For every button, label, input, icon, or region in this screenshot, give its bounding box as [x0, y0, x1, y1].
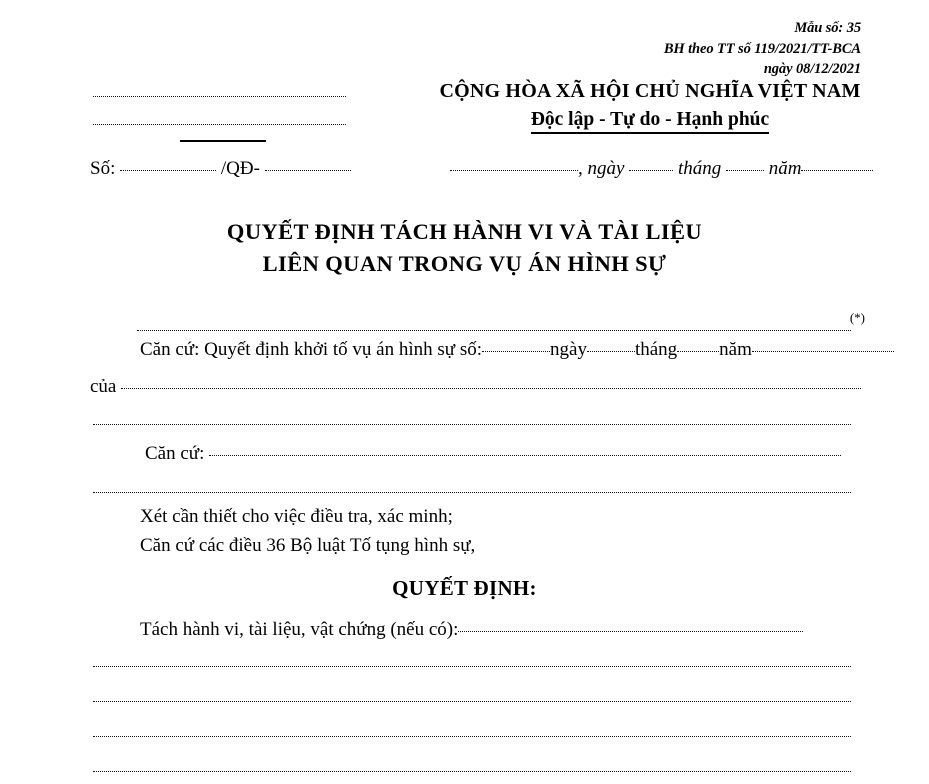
- date-comma: ,: [578, 158, 583, 179]
- basis-one-label: Căn cứ: Quyết định khởi tố vụ án hình sự số:: [140, 339, 483, 360]
- issuing-authority-input[interactable]: [121, 388, 861, 389]
- national-heading: [430, 80, 870, 134]
- form-meta-block: [664, 18, 861, 80]
- decide-heading: QUYẾT ĐỊNH:: [392, 576, 537, 600]
- day-label: ngày: [587, 158, 625, 179]
- year-input[interactable]: [801, 170, 873, 171]
- place-input[interactable]: [450, 170, 578, 171]
- form-issued-date: ngày 08/12/2021: [763, 61, 861, 77]
- document-title-line-2: LIÊN QUAN TRONG VỤ ÁN HÌNH SỰ: [262, 251, 667, 276]
- basis-one-month-input[interactable]: [677, 351, 719, 352]
- of-label: của: [90, 376, 117, 397]
- basis-one-number-input[interactable]: [482, 351, 550, 352]
- basis-two-input[interactable]: [209, 455, 841, 456]
- footnote-marker: (*): [849, 310, 865, 325]
- agency-issuing-line[interactable]: [137, 330, 851, 331]
- document-number-line: [90, 158, 351, 180]
- year-label: năm: [768, 158, 802, 179]
- basis-continuation-line-b[interactable]: [93, 492, 851, 493]
- place-date-line: [450, 158, 873, 180]
- agency-divider-rule: [180, 140, 266, 142]
- basis-two-line: [145, 443, 841, 465]
- document-title-line-1: QUYẾT ĐỊNH TÁCH HÀNH VI VÀ TÀI LIỆU: [226, 219, 703, 244]
- form-issued-under: BH theo TT số 119/2021/TT-BCA: [663, 40, 861, 57]
- basis-one-year-input[interactable]: [752, 351, 894, 352]
- content-line-3[interactable]: [93, 736, 851, 737]
- separate-items-label: Tách hành vi, tài liệu, vật chứng (nếu có):: [140, 619, 459, 640]
- document-number-input[interactable]: [120, 170, 216, 171]
- basis-one-year-label: năm: [719, 339, 752, 360]
- country-name: CỘNG HÒA XÃ HỘI CHỦ NGHĨA VIỆT NAM: [439, 80, 861, 102]
- consideration-paragraph: Xét cần thiết cho việc điều tra, xác minh;: [140, 506, 453, 527]
- form-number: Mẫu số: 35: [794, 20, 861, 36]
- agency-name-line-1[interactable]: [93, 96, 346, 97]
- basis-one-day-input[interactable]: [587, 351, 635, 352]
- content-line-1[interactable]: [93, 666, 851, 667]
- document-number-separator: /QĐ-: [220, 158, 260, 179]
- issuing-authority-line: [90, 376, 861, 398]
- basis-continuation-line-a[interactable]: [93, 424, 851, 425]
- document-code-input[interactable]: [265, 170, 351, 171]
- basis-one-month-label: tháng: [634, 339, 678, 360]
- month-input[interactable]: [726, 170, 764, 171]
- content-line-4[interactable]: [93, 771, 851, 772]
- day-input[interactable]: [629, 170, 673, 171]
- national-motto: Độc lập - Tự do - Hạnh phúc: [531, 109, 769, 134]
- basis-two-label: Căn cứ:: [145, 443, 205, 464]
- month-label: tháng: [677, 158, 722, 179]
- document-title: [0, 216, 929, 280]
- content-line-2[interactable]: [93, 701, 851, 702]
- agency-name-line-2[interactable]: [93, 124, 346, 125]
- separate-items-input[interactable]: [458, 631, 803, 632]
- basis-one-day-label: ngày: [550, 339, 587, 360]
- separate-items-line: [140, 619, 803, 641]
- legal-basis-paragraph: Căn cứ các điều 36 Bộ luật Tố tụng hình sự,: [140, 535, 476, 556]
- basis-one-line: [140, 339, 894, 361]
- document-number-label: Số:: [90, 158, 116, 179]
